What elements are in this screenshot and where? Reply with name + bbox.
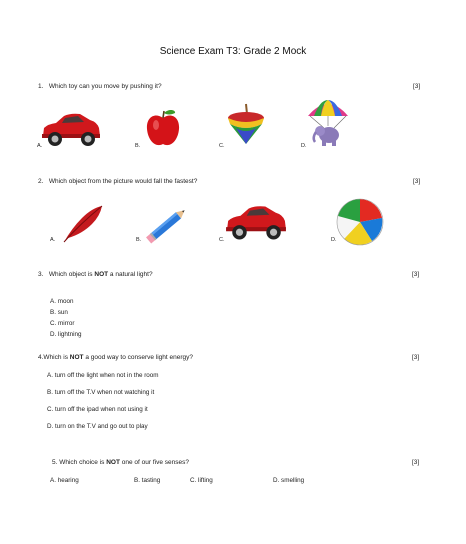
question-4-number: 4. — [38, 354, 44, 361]
question-2-option-b[interactable]: B. — [136, 237, 142, 243]
question-4 — [38, 354, 193, 361]
question-2-number: 2. — [38, 178, 44, 185]
question-4-option-d[interactable]: D. turn on the T.V and go out to play — [47, 423, 148, 430]
question-3-text-before: Which object is — [48, 271, 95, 278]
page-title: Science Exam T3: Grade 2 Mock — [159, 46, 307, 57]
question-3-option-b[interactable]: B. sun — [50, 309, 68, 316]
question-4-marks: [3] — [412, 354, 420, 361]
question-5-marks: [3] — [412, 459, 420, 466]
question-2-text: Which object from the picture would fall the fastest? — [48, 178, 198, 185]
question-5-text-after: one of our five senses? — [119, 459, 189, 466]
question-5-number: 5. — [52, 459, 58, 466]
question-4-option-a[interactable]: A. turn off the light when not in the room — [47, 372, 159, 379]
question-4-option-b[interactable]: B. turn off the T.V when not watching it — [47, 389, 155, 396]
question-2-marks: [3] — [413, 178, 421, 185]
question-3-text-after: a natural light? — [108, 271, 153, 278]
question-4-text-bold: NOT — [69, 354, 84, 361]
question-2-option-a[interactable]: A. — [50, 237, 56, 243]
question-3-marks: [3] — [412, 271, 420, 278]
red-feather-icon — [62, 204, 104, 244]
question-1-marks: [3] — [413, 83, 421, 90]
question-4-text-before: Which is — [43, 354, 70, 361]
question-5-option-a[interactable]: A. hearing — [50, 477, 79, 484]
question-4-text-after: a good way to conserve light energy? — [83, 354, 194, 361]
red-car-icon — [40, 110, 102, 150]
blue-pencil-icon — [142, 204, 192, 246]
question-1-text: Which toy can you move by pushing it? — [48, 83, 162, 90]
question-3-number: 3. — [38, 271, 44, 278]
question-1-option-c[interactable]: C. — [219, 143, 225, 149]
question-1-option-d[interactable]: D. — [301, 143, 307, 149]
red-car-icon — [224, 202, 288, 244]
question-3-text-bold: NOT — [94, 271, 109, 278]
red-apple-icon — [145, 108, 181, 148]
question-1-number: 1. — [38, 83, 44, 90]
question-5-option-b[interactable]: B. tasting — [134, 477, 161, 484]
question-5-text-bold: NOT — [106, 459, 120, 466]
spinning-top-icon — [226, 104, 266, 148]
question-2-option-d[interactable]: D. — [331, 237, 337, 243]
question-5-option-d[interactable]: D. smelling — [273, 477, 305, 484]
question-1-option-a[interactable]: A. — [37, 143, 43, 149]
beach-ball-icon — [336, 198, 384, 246]
question-2-option-c[interactable]: C. — [219, 237, 225, 243]
question-3-option-d[interactable]: D. lightning — [50, 331, 82, 338]
question-2 — [38, 178, 197, 185]
question-1 — [38, 83, 162, 90]
question-5-option-c[interactable]: C. lifting — [190, 477, 213, 484]
question-5 — [52, 459, 189, 466]
question-5-text-before: Which choice is — [59, 459, 107, 466]
question-3-option-a[interactable]: A. moon — [50, 298, 74, 305]
parachute-elephant-icon — [306, 98, 350, 148]
question-1-option-b[interactable]: B. — [135, 143, 141, 149]
question-4-option-c[interactable]: C. turn off the ipad when not using it — [47, 406, 148, 413]
question-3-option-c[interactable]: C. mirror — [50, 320, 75, 327]
question-3 — [38, 271, 153, 278]
